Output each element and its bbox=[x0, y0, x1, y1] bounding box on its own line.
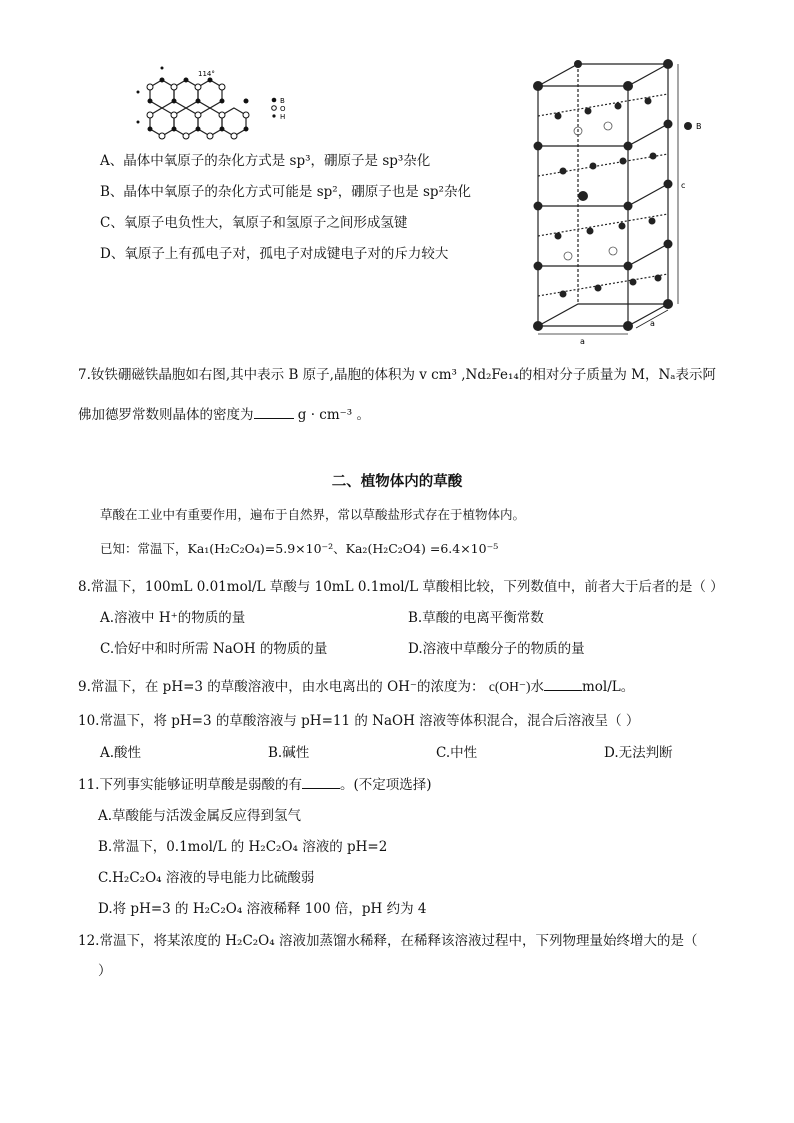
q9-stem: 9.常温下，在 pH=3 的草酸溶液中，由水电离出的 OH⁻的浓度为： bbox=[78, 679, 485, 695]
q11-option-d: D.将 pH=3 的 H₂C₂O₄ 溶液稀释 100 倍，pH 约为 4 bbox=[98, 901, 427, 917]
q7-line2 bbox=[78, 404, 370, 424]
cell-label-a2: a bbox=[650, 319, 655, 328]
cell-label-a1: a bbox=[580, 337, 585, 346]
q6-option-c: C、氧原子电负性大，氧原子和氢原子之间形成氢键 bbox=[100, 215, 408, 231]
q9-unit: mol/L。 bbox=[581, 679, 635, 695]
q11-option-c: C.H₂C₂O₄ 溶液的导电能力比硫酸弱 bbox=[98, 870, 315, 886]
q11-stem-note: 。(不定项选择) bbox=[339, 777, 432, 793]
q10-stem: 10.常温下，将 pH=3 的草酸溶液与 pH=11 的 NaOH 溶液等体积混合，混合后溶液呈（ ） bbox=[78, 713, 640, 729]
section-title: 二、植物体内的草酸 bbox=[331, 474, 463, 490]
q9-line bbox=[78, 676, 634, 696]
section-intro: 草酸在工业中有重要作用，遍布于自然界，常以草酸盐形式存在于植物体内。 bbox=[100, 507, 526, 522]
boric-acid-lattice-figure bbox=[128, 62, 298, 142]
legend-b: B bbox=[280, 97, 285, 105]
q10-option-c: C.中性 bbox=[436, 745, 478, 761]
q12-line2: ） bbox=[98, 963, 112, 979]
q10-option-b: B.碱性 bbox=[268, 745, 310, 761]
q11-stem bbox=[78, 774, 432, 794]
q7-line1: 7.钕铁硼磁铁晶胞如右图,其中表示 B 原子,晶胞的体积为 v cm³ ,Nd₂Fe₁₄的相对分子质量为 M，Nₐ表示阿 bbox=[78, 367, 716, 383]
known-constants: 已知：常温下，Ka₁(H₂C₂O₄)=5.9×10⁻²、Ka₂(H₂C₂O4) =6.4×10⁻⁵ bbox=[100, 541, 499, 556]
q6-option-a: A、晶体中氧原子的杂化方式是 sp³，硼原子是 sp³杂化 bbox=[100, 153, 431, 169]
q10-option-a: A.酸性 bbox=[100, 745, 142, 761]
q8-option-d: D.溶液中草酸分子的物质的量 bbox=[408, 641, 585, 657]
q7-line2-text: 佛加德罗常数则晶体的密度为 bbox=[78, 407, 254, 423]
q11-stem-text: 11.下列事实能够证明草酸是弱酸的有 bbox=[78, 777, 302, 793]
q11-option-a: A.草酸能与活泼金属反应得到氢气 bbox=[98, 808, 302, 824]
cell-label-b: B bbox=[696, 122, 702, 131]
q8-stem: 8.常温下，100mL 0.01mol/L 草酸与 10mL 0.1mol/L 草酸相比较，下列数值中，前者大于后者的是（ ） bbox=[78, 579, 724, 595]
q6-option-b: B、晶体中氧原子的杂化方式可能是 sp²，硼原子也是 sp²杂化 bbox=[100, 184, 471, 200]
q9-formula: c(OH⁻)水 bbox=[488, 679, 544, 694]
legend-h: H bbox=[280, 113, 286, 121]
q12-line1: 12.常温下，将某浓度的 H₂C₂O₄ 溶液加蒸馏水稀释，在稀释该溶液过程中，下列物理量始终增大的是（ bbox=[78, 933, 698, 949]
cell-label-c: c bbox=[681, 181, 686, 190]
q11-answer-blank[interactable] bbox=[302, 774, 340, 789]
q8-option-b: B.草酸的电离平衡常数 bbox=[408, 610, 544, 626]
ndfeb-unit-cell-figure bbox=[518, 56, 718, 346]
q6-option-d: D、氧原子上有孤电子对，孤电子对成键电子对的斥力较大 bbox=[100, 246, 449, 262]
q9-answer-blank[interactable] bbox=[544, 676, 582, 691]
q8-option-a: A.溶液中 H⁺的物质的量 bbox=[100, 610, 246, 626]
q10-option-d: D.无法判断 bbox=[604, 745, 673, 761]
q8-option-c: C.恰好中和时所需 NaOH 的物质的量 bbox=[100, 641, 328, 657]
legend-o: O bbox=[280, 105, 286, 113]
q7-answer-blank[interactable] bbox=[254, 404, 294, 419]
q11-option-b: B.常温下，0.1mol/L 的 H₂C₂O₄ 溶液的 pH=2 bbox=[98, 839, 388, 855]
angle-label: 114° bbox=[198, 70, 215, 78]
q7-unit: g · cm⁻³ 。 bbox=[293, 407, 370, 423]
